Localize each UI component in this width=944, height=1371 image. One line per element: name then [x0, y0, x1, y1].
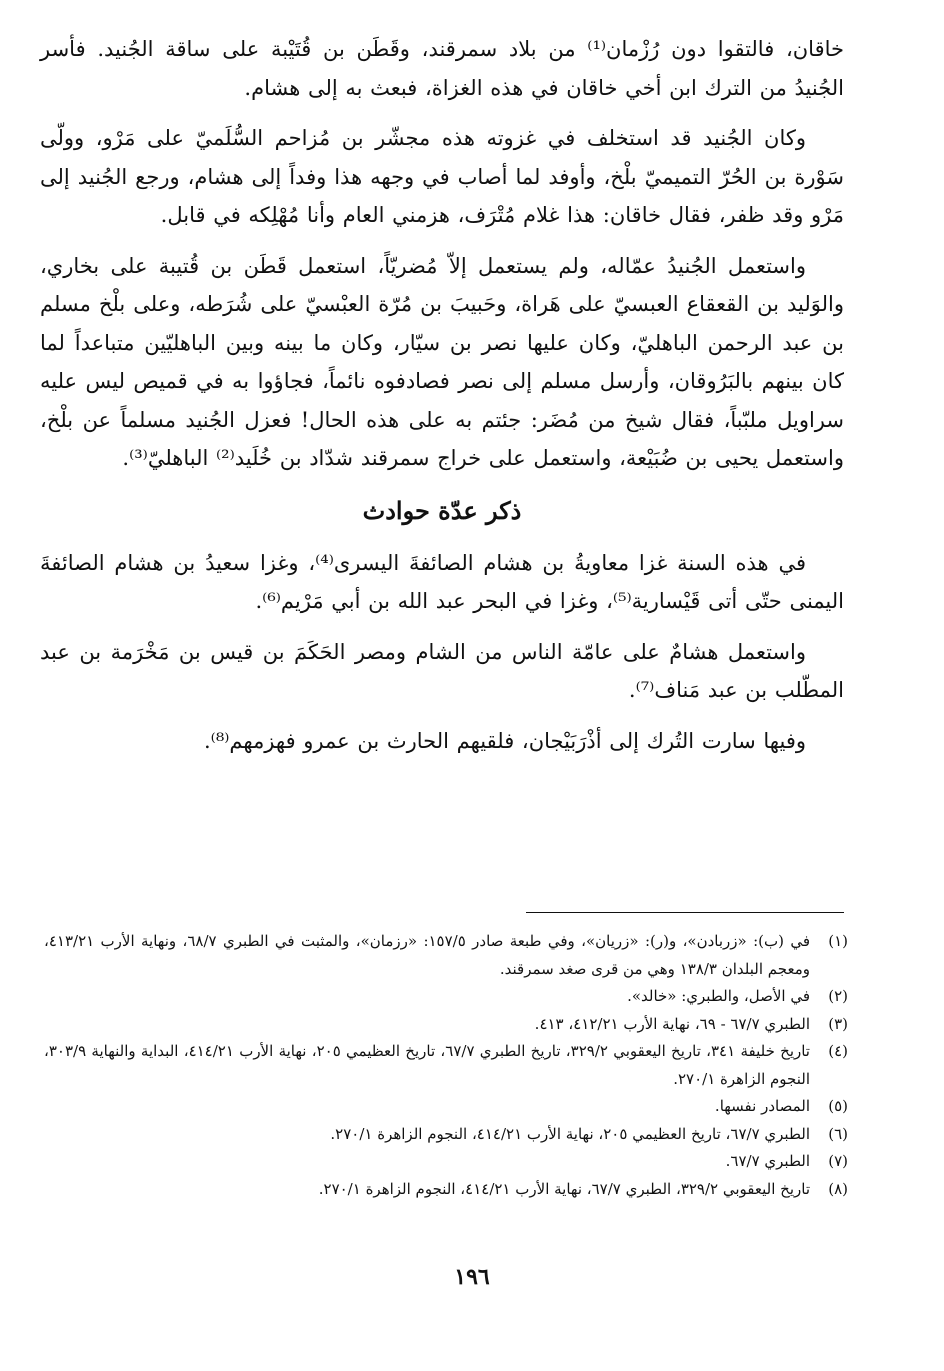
paragraph: في هذه السنة غزا معاويةُ بن هشام الصائفةَ اليسرى⁽⁴⁾، وغزا سعيدُ بن هشام الصائفةَ اليمنى حتّى أتى قَيْسارية⁽⁵⁾، وغزا في البحر عبد الله بن أبي مَرْيم⁽⁶⁾.	[40, 550, 844, 613]
footnote	[44, 1121, 848, 1149]
footnote	[44, 1011, 848, 1039]
footnote-number: (٤)	[828, 1042, 848, 1060]
footnote-number: (٦)	[828, 1124, 848, 1143]
footnote-divider	[526, 912, 844, 913]
footnote-number: (٨)	[828, 1179, 848, 1198]
footnote-text: في (ب): «زربادن»، و(ر): «زريان»، وفي طبعة صادر ١٥٧/٥: «رزمان»، والمثبت في الطبري ٦٨/٧، ونهاية الأرب ٤١٣/٢١، ومعجم البلدان ١٣٨/٣ وهي من قرى صغد سمرقند.	[44, 932, 810, 978]
footnote	[44, 928, 848, 983]
footnote-number: (٥)	[828, 1097, 848, 1115]
footnote-text: في الأصل، والطبري: «خالد».	[627, 987, 810, 1005]
footnote-number: (٣)	[828, 1014, 848, 1033]
paragraph: وفيها سارت التُرك إلى أذْرَبَيْجان، فلقيهم الحارث بن عمرو فهزمهم⁽⁸⁾.	[203, 728, 806, 753]
footnote	[44, 983, 848, 1011]
footnote-number: (٧)	[828, 1152, 848, 1170]
footnote-text: تاريخ خليفة ٣٤١، تاريخ اليعقوبي ٣٢٩/٢، تاريخ الطبري ٦٧/٧، تاريخ العظيمي ٢٠٥، نهاية الأرب ٤١٤/٢١، البداية والنهاية ٣٠٣/٩، النجوم الزاهرة ٢٧٠/١.	[44, 1042, 810, 1088]
footnote-text: تاريخ اليعقوبي ٣٢٩/٢، الطبري ٦٧/٧، نهاية الأرب ٤١٤/٢١، النجوم الزاهرة ٢٧٠/١.	[318, 1179, 810, 1198]
footnote-number: (٢)	[828, 987, 848, 1005]
paragraph: خاقان، فالتقوا دون رُزْمان⁽¹⁾ من بلاد سمرقند، وقَطَن بن قُتَيْبة على ساقة الجُنيد. فأسر الجُنيدُ من الترك ابن أخي خاقان في هذه الغزاة، فبعث به إلى هشام.	[40, 37, 844, 100]
footnote-text: الطبري ٦٧/٧ - ٦٩، نهاية الأرب ٤١٢/٢١، ٤١٣.	[534, 1014, 810, 1033]
footnotes	[44, 928, 848, 1203]
footnote	[44, 1148, 848, 1176]
main-text	[40, 30, 844, 772]
footnote	[44, 1176, 848, 1204]
footnote-text: الطبري ٦٧/٧.	[725, 1152, 810, 1170]
page-number: ١٩٦	[454, 1264, 490, 1290]
footnote-number: (١)	[828, 932, 848, 950]
paragraph: وكان الجُنيد قد استخلف في غزوته هذه مجشّر بن مُزاحم السُّلَميّ على مَرْو، وولّى سَوْرة بن الحُرّ التميميّ بلْخ، وأوفد لما أصاب في وجهه هذا وفداً إلى هشام، ورجع الجُنيد إلى مَرْو وقد ظفر، فقال خاقان: هذا غلام مُتْرَف، هزمني العام وأنا مُهْلِكه في قابل.	[40, 126, 844, 227]
footnote-text: المصادر نفسها.	[714, 1097, 810, 1115]
footnote-text: الطبري ٦٧/٧، تاريخ العظيمي ٢٠٥، نهاية الأرب ٤١٤/٢١، النجوم الزاهرة ٢٧٠/١.	[330, 1124, 810, 1143]
section-heading: ذكر عدّة حوادث	[362, 495, 522, 525]
paragraph: واستعمل الجُنيدُ عمّاله، ولم يستعمل إلاّ مُضريّاً، استعمل قَطَن بن قُتيبة على بخاري، والوَليد بن القعقاع العبسيّ على هَراة، وحَبيبَ بن مُرّة العبْسيّ على شُرَطه، وعلى بلْخ مسلم بن عبد الرحمن الباهليّ، وكان عليها نصر بن سيّار، وكان ما بينه وبين الباهليّين متباعداً لما كان بينهم بالبَرُوقان، وأرسل مسلم إلى نصر فصادفوه نائماً، فجاؤوا به في قميص ليس عليه سراويل ملبّباً، فقال شيخ من مُضَر: جئتم به على هذه الحال! فعزل الجُنيد مسلماً عن بلْخ، واستعمل يحيى بن ضُبَيْعة، واستعمل على خراج سمرقند شدّاد بن خُلَيد⁽²⁾ الباهليّ⁽³⁾.	[40, 253, 844, 470]
footnote	[44, 1093, 848, 1121]
paragraph: واستعمل هشامٌ على عامّة الناس من الشام ومصر الحَكَمَ بن قيس بن مَخْرَمة بن عبد المطّلب بن عبد مَناف⁽⁷⁾.	[40, 639, 844, 702]
footnote	[44, 1038, 848, 1093]
